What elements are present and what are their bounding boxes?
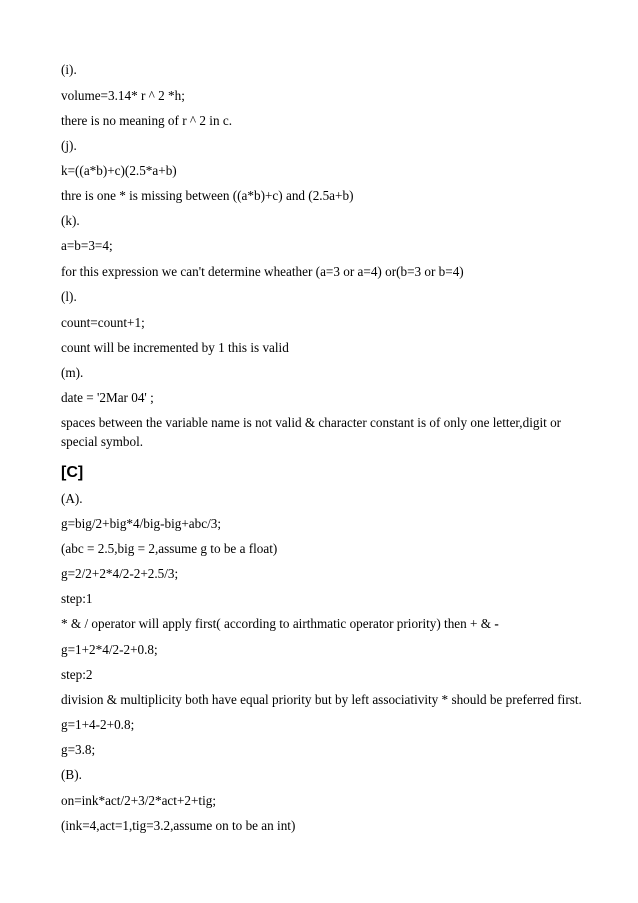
explanation-l: count will be incremented by 1 this is valid xyxy=(61,340,289,355)
label-i: (i). xyxy=(61,62,77,77)
label-l: (l). xyxy=(61,289,77,304)
code-k: k=((a*b)+c)(2.5*a+b) xyxy=(61,163,177,178)
explanation-i: there is no meaning of r ^ 2 in c. xyxy=(61,113,232,128)
step-1-label: step:1 xyxy=(61,591,93,606)
label-b: (B). xyxy=(61,767,82,782)
label-k: (k). xyxy=(61,213,80,228)
section-heading: [C] xyxy=(61,464,84,481)
label-m: (m). xyxy=(61,365,84,380)
step-1-minus: - xyxy=(494,616,499,631)
label-a: (A). xyxy=(61,491,83,506)
code-count: count=count+1; xyxy=(61,315,145,330)
code-volume: volume=3.14* r ^ 2 *h; xyxy=(61,88,185,103)
explanation-k: for this expression we can't determine wheather (a=3 or a=4) or(b=3 or b=4) xyxy=(61,264,464,279)
code-g-result: g=3.8; xyxy=(61,742,96,757)
given-values-a: (abc = 2.5,big = 2,assume g to be a float) xyxy=(61,541,278,556)
explanation-m: spaces between the variable name is not valid & character constant is of only one letter,digit or special symbol. xyxy=(61,415,562,449)
explanation-j: thre is one * is missing between ((a*b)+c) and (2.5a+b) xyxy=(61,188,354,203)
step-1-explanation xyxy=(61,614,581,633)
step-1-text: * & / operator will apply first( according to airthmatic operator priority) then + & xyxy=(61,616,495,631)
step-2-label: step:2 xyxy=(61,667,93,682)
code-g-expression: g=big/2+big*4/big-big+abc/3; xyxy=(61,516,222,531)
code-g-step2: g=1+4-2+0.8; xyxy=(61,717,135,732)
code-g-substituted: g=2/2+2*4/2-2+2.5/3; xyxy=(61,566,179,581)
given-values-b: (ink=4,act=1,tig=3.2,assume on to be an int) xyxy=(61,818,296,833)
code-on-expression: on=ink*act/2+3/2*act+2+tig; xyxy=(61,793,217,808)
code-g-step1: g=1+2*4/2-2+0.8; xyxy=(61,642,158,657)
step-2-explanation: division & multiplicity both have equal priority but by left associativity * should be preferred first. xyxy=(61,692,582,707)
label-j: (j). xyxy=(61,138,77,153)
code-date: date = '2Mar 04' ; xyxy=(61,390,154,405)
code-abc: a=b=3=4; xyxy=(61,238,113,253)
